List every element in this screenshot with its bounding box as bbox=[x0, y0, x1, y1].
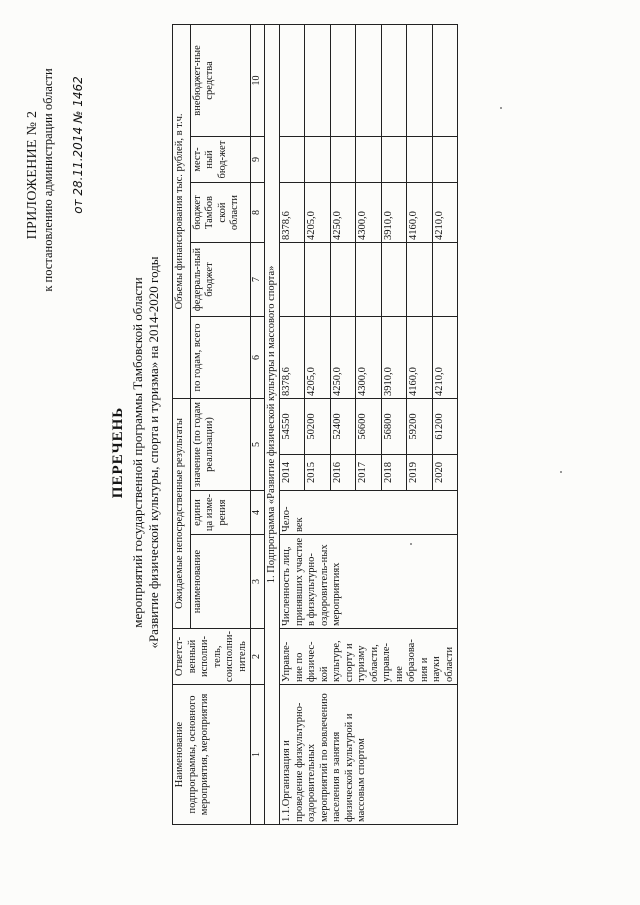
total-cell: 4250,0 bbox=[330, 317, 355, 399]
federal-cell bbox=[356, 243, 381, 317]
regional-cell: 4250,0 bbox=[330, 183, 355, 243]
total-cell: 8378,6 bbox=[280, 317, 305, 399]
document-subtitle-2: «Развитие физической культуры, спорта и туризма» на 2014-2020 годы bbox=[146, 256, 161, 649]
regional-cell: 8378,6 bbox=[280, 183, 305, 243]
header-col-2: Ответст-венный исполни-тель, соисполни-нитель bbox=[173, 629, 251, 685]
header-col-10: внебюджет-ные средства bbox=[190, 24, 250, 136]
local-cell bbox=[305, 137, 330, 183]
appendix-reference: к постановлению администрации области bbox=[41, 68, 55, 292]
federal-cell bbox=[280, 243, 305, 317]
scan-speck bbox=[500, 107, 502, 109]
year-cell: 2018 bbox=[381, 455, 406, 491]
header-col-1: Наименование подпрограммы, основного мероприятия, мероприятия bbox=[173, 685, 251, 825]
header-col-6: по годам, всего bbox=[190, 317, 250, 399]
appendix-handwritten-date: от 28.11.2014 № 1462 bbox=[71, 76, 85, 214]
total-cell: 4210,0 bbox=[432, 317, 457, 399]
federal-cell bbox=[305, 243, 330, 317]
value-cell: 61200 bbox=[432, 399, 457, 455]
federal-cell bbox=[407, 243, 432, 317]
total-cell: 3910,0 bbox=[381, 317, 406, 399]
value-cell: 56800 bbox=[381, 399, 406, 455]
federal-cell bbox=[381, 243, 406, 317]
local-cell bbox=[381, 137, 406, 183]
header-row-1 bbox=[173, 24, 191, 824]
year-cell: 2014 bbox=[280, 455, 305, 491]
col-number: 2 bbox=[251, 629, 265, 685]
col-number: 1 bbox=[251, 685, 265, 825]
subprogram-row bbox=[264, 24, 280, 824]
extra-cell bbox=[381, 24, 406, 136]
regional-cell: 3910,0 bbox=[381, 183, 406, 243]
year-cell: 2017 bbox=[356, 455, 381, 491]
col-number: 5 bbox=[251, 399, 265, 491]
extra-cell bbox=[305, 24, 330, 136]
local-cell bbox=[330, 137, 355, 183]
col-number: 6 bbox=[251, 317, 265, 399]
header-results-group: Ожидаемые непосредственные результаты bbox=[173, 399, 191, 629]
value-cell: 59200 bbox=[407, 399, 432, 455]
total-cell: 4205,0 bbox=[305, 317, 330, 399]
measure-name: 1.1.Организация и проведение физкультурно-оздоровительных мероприятий по вовлечению населения в занятия физической культурой и массовым спортом bbox=[280, 685, 458, 825]
col-number: 8 bbox=[251, 183, 265, 243]
measure-indicator: Численность лиц, принявших участие в физкультурно-оздоровитель-ных мероприятиях bbox=[280, 535, 458, 629]
scan-speck bbox=[410, 543, 412, 545]
year-cell: 2019 bbox=[407, 455, 432, 491]
appendix-title: ПРИЛОЖЕНИЕ № 2 bbox=[25, 110, 40, 240]
value-cell: 52400 bbox=[330, 399, 355, 455]
value-cell: 50200 bbox=[305, 399, 330, 455]
header-col-8: бюджет Тамбов ской области bbox=[190, 183, 250, 243]
extra-cell bbox=[280, 24, 305, 136]
total-cell: 4300,0 bbox=[356, 317, 381, 399]
header-col-5: значение (по годам реализации) bbox=[190, 399, 250, 491]
extra-cell bbox=[330, 24, 355, 136]
regional-cell: 4210,0 bbox=[432, 183, 457, 243]
local-cell bbox=[432, 137, 457, 183]
extra-cell bbox=[432, 24, 457, 136]
regional-cell: 4160,0 bbox=[407, 183, 432, 243]
year-cell: 2016 bbox=[330, 455, 355, 491]
federal-cell bbox=[330, 243, 355, 317]
header-col-3: наименование bbox=[190, 535, 250, 629]
header-col-9: мест-ный бюд-жет bbox=[190, 137, 250, 183]
measure-rows bbox=[280, 24, 458, 824]
header-finance-group: Объемы финансирования тыс. рублей, в т.ч. bbox=[173, 24, 191, 398]
document-subtitle-1: мероприятий государственной программы Тамбовской области bbox=[130, 277, 145, 628]
local-cell bbox=[407, 137, 432, 183]
document-title: ПЕРЕЧЕНЬ bbox=[110, 406, 126, 499]
col-number: 7 bbox=[251, 243, 265, 317]
table-row bbox=[280, 24, 305, 824]
subprogram-title: 1. Подпрограмма «Развитие физической культуры и массового спорта» bbox=[264, 24, 280, 824]
col-number: 4 bbox=[251, 491, 265, 535]
extra-cell bbox=[407, 24, 432, 136]
local-cell bbox=[280, 137, 305, 183]
scan-speck bbox=[560, 471, 562, 473]
measure-executor: Управле-ние по физичес-кой культуре, спорту и туризму области, управле-ние образова-ния и науки области bbox=[280, 629, 458, 685]
value-cell: 54550 bbox=[280, 399, 305, 455]
extra-cell bbox=[356, 24, 381, 136]
regional-cell: 4300,0 bbox=[356, 183, 381, 243]
header-col-7: федераль-ный бюджет bbox=[190, 243, 250, 317]
year-cell: 2015 bbox=[305, 455, 330, 491]
measure-unit: Чело-век bbox=[280, 491, 458, 535]
federal-cell bbox=[432, 243, 457, 317]
column-number-row bbox=[251, 24, 265, 824]
regional-cell: 4205,0 bbox=[305, 183, 330, 243]
local-cell bbox=[356, 137, 381, 183]
header-col-4: едини ца изме-рения bbox=[190, 491, 250, 535]
col-number: 3 bbox=[251, 535, 265, 629]
col-number: 10 bbox=[251, 24, 265, 136]
value-cell: 56600 bbox=[356, 399, 381, 455]
measures-table bbox=[172, 24, 458, 825]
total-cell: 4160,0 bbox=[407, 317, 432, 399]
year-cell: 2020 bbox=[432, 455, 457, 491]
col-number: 9 bbox=[251, 137, 265, 183]
